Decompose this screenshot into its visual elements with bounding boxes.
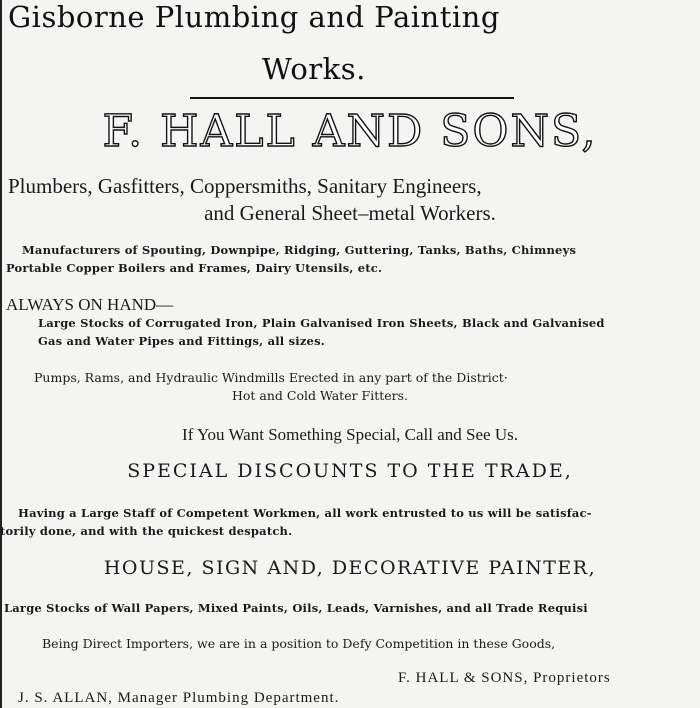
proprietors-signature: F. HALL & SONS, Proprietors — [398, 670, 611, 686]
importers-line: Being Direct Importers, we are in a position to Defy Competition in these Goods, — [42, 636, 556, 651]
pumps-line-2: Hot and Cold Water Fitters. — [232, 388, 409, 403]
staff-line-2: torily done, and with the quickest despatch. — [0, 524, 293, 538]
manufacturers-line-2: Portable Copper Boilers and Frames, Dairy Utensils, etc. — [6, 261, 383, 275]
stocks-line: Large Stocks of Wall Papers, Mixed Paints, Oils, Leads, Varnishes, and all Trade Requisi — [4, 601, 588, 615]
manager-signature: J. S. ALLAN, Manager Plumbing Department. — [18, 690, 340, 706]
always-on-hand-label: ALWAYS ON HAND— — [6, 295, 174, 314]
header-line-2: Works. — [262, 52, 366, 86]
firm-name: F. HALL AND SONS, — [102, 106, 598, 157]
special-discounts: SPECIAL DISCOUNTS TO THE TRADE, — [127, 460, 573, 482]
always-on-hand-line-2: Gas and Water Pipes and Fittings, all sizes. — [38, 334, 325, 348]
pumps-line-1: Pumps, Rams, and Hydraulic Windmills Erected in any part of the District· — [34, 370, 508, 385]
manufacturers-line-1: Manufacturers of Spouting, Downpipe, Ridging, Guttering, Tanks, Baths, Chimneys — [22, 243, 577, 257]
special-call: If You Want Something Special, Call and See Us. — [182, 425, 518, 444]
header-line-1: Gisborne Plumbing and Painting — [8, 0, 500, 34]
header-divider — [190, 97, 514, 99]
trades-line-1: Plumbers, Gasfitters, Coppersmiths, Sanitary Engineers, — [8, 174, 482, 198]
always-on-hand-line-1: Large Stocks of Corrugated Iron, Plain Galvanised Iron Sheets, Black and Galvanised — [38, 316, 605, 330]
staff-line-1: Having a Large Staff of Competent Workmen, all work entrusted to us will be satisfac- — [18, 506, 592, 520]
painter-heading: HOUSE, SIGN AND, DECORATIVE PAINTER, — [103, 557, 597, 579]
trades-line-2: and General Sheet–metal Workers. — [204, 201, 496, 225]
